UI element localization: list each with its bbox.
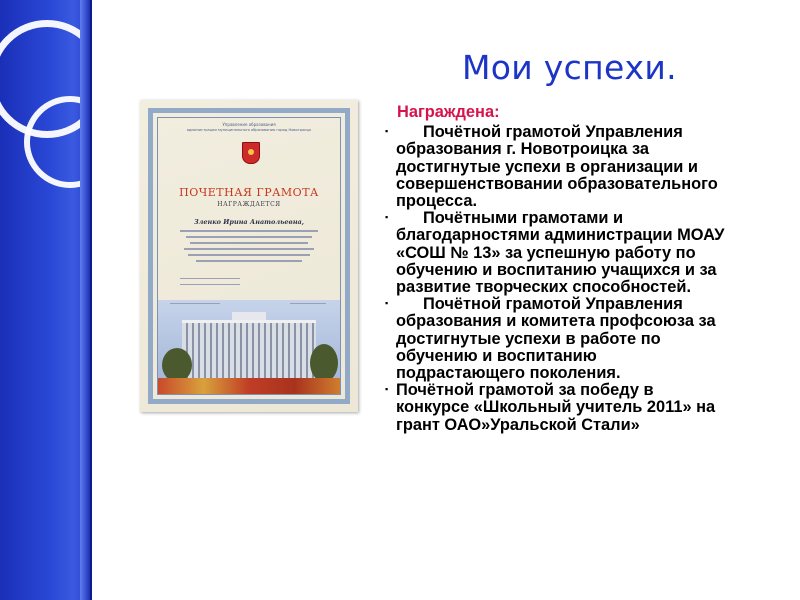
award-text: Почётной грамотой Управления образования г. Новотроицка за достигнутые успехи в организации и совершенствовании образовательного процесса.	[396, 123, 718, 211]
award-text: Почётными грамотами и благодарностями администрации МОАУ «СОШ № 13» за успешную работу по обучению и воспитанию учащихся и за развитие творческих способностей.	[396, 209, 725, 297]
award-text: Почётной грамотой за победу в конкурсе «Школьный учитель 2011» на грант ОАО»Уральской Стали»	[396, 381, 716, 434]
certificate-text-line	[188, 254, 310, 256]
award-item	[385, 296, 725, 382]
left-decorative-band	[0, 0, 92, 600]
certificate-photo	[140, 100, 358, 412]
bullet-icon: ▪	[385, 212, 389, 223]
award-item	[385, 210, 725, 296]
certificate-text-line	[184, 248, 314, 250]
awards-lead: Награждена:	[397, 103, 500, 121]
certificate-text-line	[196, 260, 302, 262]
certificate-recipient: Зленко Ирина Анатольевна,	[193, 218, 305, 226]
award-text: Почётной грамотой Управления образования и комитета профсоюза за достигнутые успехи в работе по обучению и воспитанию подрастающего поколения.	[396, 295, 716, 383]
certificate-title: ПОЧЕТНАЯ ГРАМОТА	[179, 186, 319, 199]
award-item	[385, 124, 725, 210]
coat-of-arms-icon	[242, 142, 260, 164]
certificate-text-line	[190, 242, 308, 244]
certificate-text-line	[180, 278, 240, 279]
certificate-text-line	[180, 230, 318, 232]
slide-title: Мои успехи.	[462, 48, 677, 87]
certificate-subtitle: НАГРАЖДАЕТСЯ	[217, 201, 281, 208]
certificate-signature-line	[170, 303, 220, 304]
certificate-text-line	[186, 236, 312, 238]
award-item	[385, 382, 725, 434]
certificate-header-sub: администрации муниципального образования город Новотроицк	[186, 128, 312, 132]
band-stripe	[80, 0, 90, 600]
band-edge	[90, 0, 92, 600]
bullet-icon: ▪	[385, 384, 389, 395]
certificate-signature-line	[290, 303, 326, 304]
bullet-icon: ▪	[385, 298, 389, 309]
awards-list	[385, 104, 725, 434]
certificate-header: Управление образования	[222, 122, 276, 127]
bullet-icon: ▪	[385, 126, 389, 137]
certificate-text-line	[180, 284, 240, 285]
